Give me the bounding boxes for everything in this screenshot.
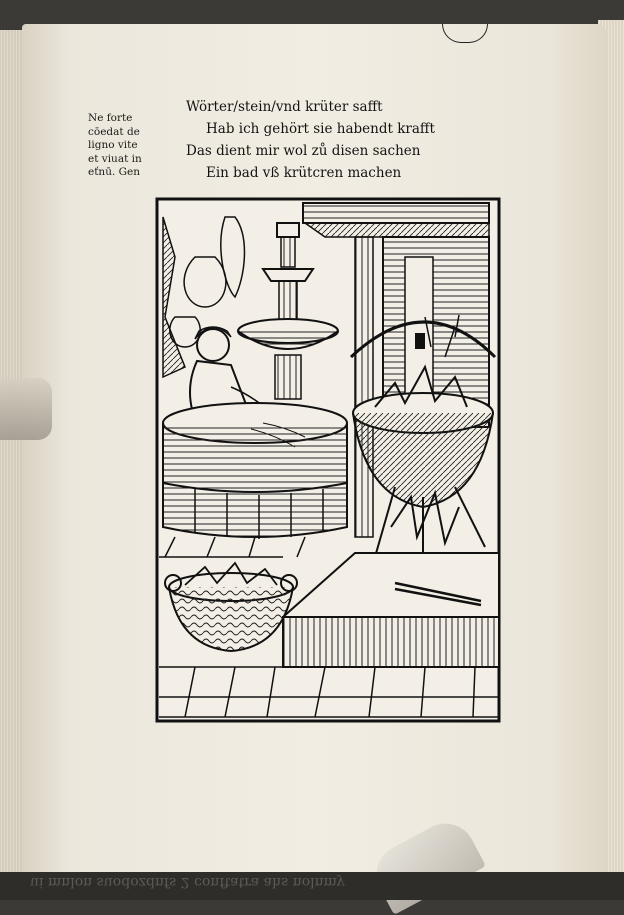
verse-line: Ein bad vß krütcren machen: [206, 165, 402, 181]
bottom-bleed-strip: [0, 872, 624, 900]
marginal-note: [88, 112, 160, 180]
verse-line: Hab ich gehört sie habendt krafft: [206, 121, 435, 137]
left-book-clip: [0, 378, 52, 440]
marginal-line: cōedat de: [88, 125, 140, 138]
verse-line: Das dient mir wol zů disen sachen: [186, 143, 421, 159]
marginal-line: ligno vite: [88, 139, 138, 151]
woodcut-illustration: [155, 197, 501, 723]
bleed-through-text: ui mnlon suodozdnfs 2 conftatra ahs nolnmy: [30, 874, 345, 890]
verse-line: Wörter/stein/vnd krüter safft: [186, 99, 383, 115]
verse-block: [186, 96, 486, 184]
marginal-line: et viuat in: [88, 152, 142, 165]
marginal-line: Ne forte: [88, 112, 133, 124]
marginal-line: eťnū. Gen: [88, 166, 140, 178]
